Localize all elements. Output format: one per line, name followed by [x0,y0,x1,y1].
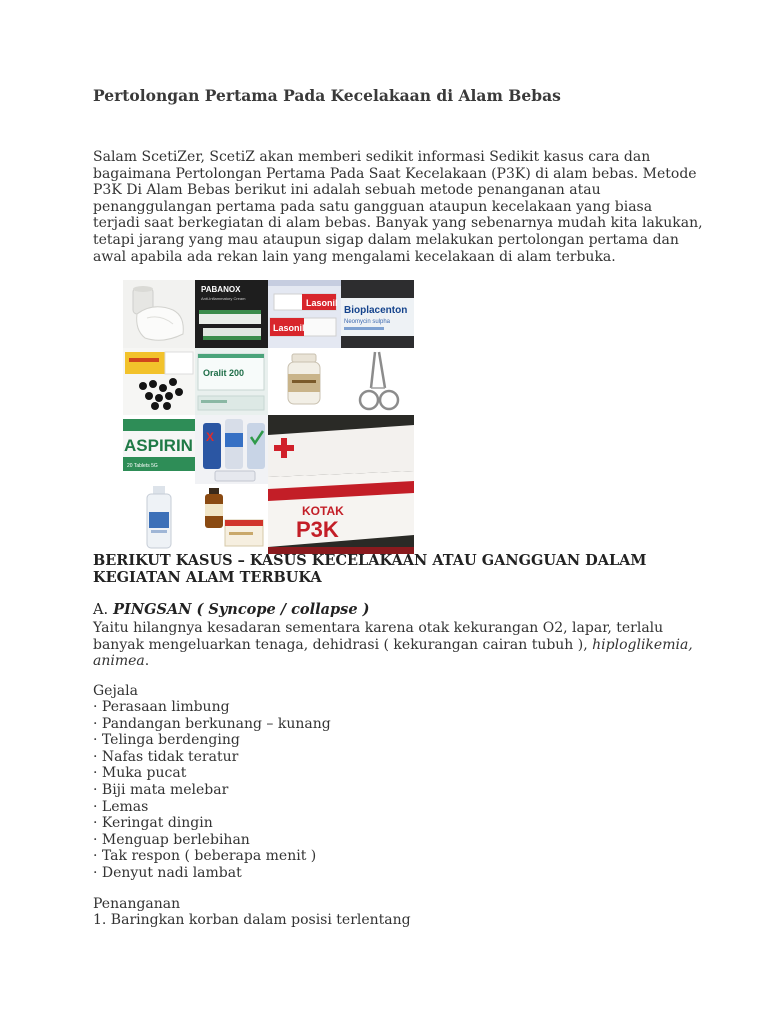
symptom-item: · Pandangan berkunang – kunang [93,716,331,733]
intro-paragraph: Salam ScetiZer, ScetiZ akan memberi sedikit informasi Sedikit kasus cara dan bagaimana Pertolongan Pertama Pada Saat Kecelakaan (P3K) di alam bebas. Metode P3K Di Alam Bebas berikut ini adalah sebuah metode penanganan atau penanggulangan pertama pada satu gangguan ataupun kecelakaan yang biasa terjadi saat berkegiatan di alam bebas. Banyak yang sebenarnya mudah kita lakukan, tetapi jarang yang mau ataupun sigap dalam melakukan pertolongan pertama dan awal apabila ada rekan lain yang mengalami kecelakaan di alam terbuka. [93,149,703,265]
charcoal-tablets-image [123,348,195,415]
case-a-index: A. [93,602,109,618]
first-aid-supplies-collage [123,280,414,554]
cases-section-heading: BERIKUT KASUS – KASUS KECELAKAAN ATAU GANGGUAN DALAM KEGIATAN ALAM TERBUKA [93,552,647,586]
symptom-item: · Denyut nadi lambat [93,865,331,882]
symptom-item: · Menguap berlebihan [93,832,331,849]
pabanox-cream-image [195,280,268,348]
kotak-label: KOTAK [302,504,344,518]
case-a-description-text: Yaitu hilangnya kesadaran sementara karena otak kekurangan O2, lapar, terlalu banyak mengeluarkan tenaga, dehidrasi ( kekurangan cairan tubuh ), [93,620,664,653]
bandage-roll-image [123,280,195,348]
oralit-label: Oralit 200 [203,368,245,378]
symptom-item: · Perasaan limbung [93,699,331,716]
aspirin-label: ASPIRIN [124,436,193,455]
case-a-name: PINGSAN ( Syncope / collapse ) [113,601,370,618]
handling-title: Penanganan [93,896,181,912]
svg-text:X: X [206,430,215,444]
pabanox-label: PABANOX [201,285,241,294]
bioplacenton-sublabel: Neomycin sulpha [344,319,391,325]
lasonil-label-bottom: Lasonil [273,323,305,333]
spray-cans-image [195,415,268,484]
p3k-box-image [268,415,414,554]
symptom-item: · Tak respon ( beberapa menit ) [93,848,331,865]
bioplacenton-label: Bioplacenton [344,305,408,316]
aspirin-sublabel: 20 Tablets 5G [127,463,158,469]
oralit-sachet-image [195,348,268,415]
bioplacenton-image [341,280,414,348]
lasonil-label-top: Lasonil [306,298,338,308]
pabanox-sublabel: Anti-Inflammatory Cream [201,296,246,301]
case-a-heading [93,601,369,618]
forceps-image [341,348,414,415]
medicine-bottle-image [268,348,341,415]
p3k-label: P3K [296,517,339,542]
symptoms-title: Gejala [93,683,138,699]
symptoms-list [93,699,331,882]
case-a-description-end: . [144,653,150,670]
symptom-item: · Muka pucat [93,765,331,782]
symptom-item: · Nafas tidak teratur [93,749,331,766]
symptom-item: · Keringat dingin [93,815,331,832]
saline-bottle-image [123,484,195,554]
symptom-item: · Lemas [93,799,331,816]
handling-steps-list [93,912,411,929]
symptom-item: · Biji mata melebar [93,782,331,799]
case-a-description [93,620,693,670]
aspirin-box-image [123,415,195,484]
case-a-description-emphasis: hiploglikemia, animea [93,636,693,670]
iodine-bottle-image [195,484,268,554]
symptom-item: · Telinga berdenging [93,732,331,749]
lasonil-ointment-image [268,280,341,348]
article-title: Pertolongan Pertama Pada Kecelakaan di Alam Bebas [93,86,561,105]
handling-step: 1. Baringkan korban dalam posisi terlentang [93,912,411,928]
